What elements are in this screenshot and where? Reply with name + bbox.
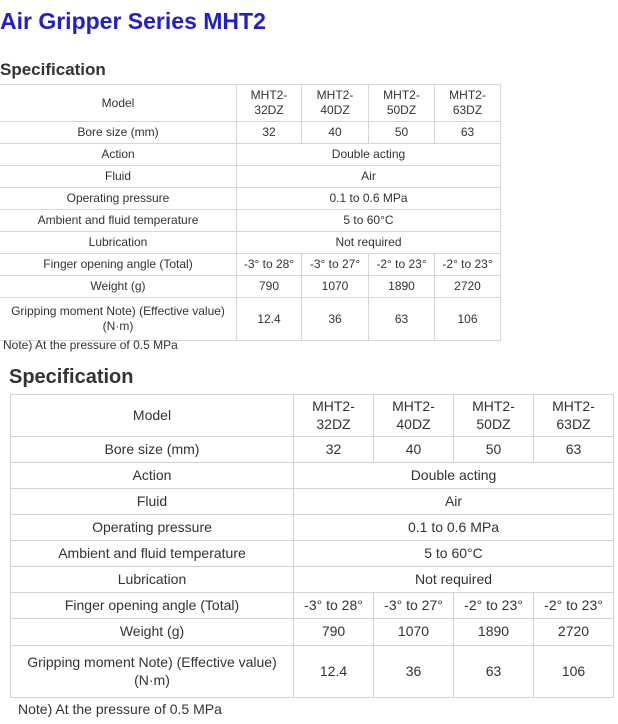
table-row [11, 489, 614, 515]
pressure-note: Note) At the pressure of 0.5 MPa [3, 338, 178, 352]
value-cell: 36 [302, 298, 369, 341]
table-row [0, 144, 501, 166]
model-cell: MHT2-40DZ [374, 395, 454, 437]
table-row [0, 232, 501, 254]
model-cell: MHT2-63DZ [435, 85, 501, 122]
row-label: Model [11, 395, 294, 437]
specification-heading: Specification [9, 366, 134, 388]
model-cell: MHT2-32DZ [237, 85, 302, 122]
row-label: Fluid [0, 166, 237, 188]
table-row [11, 593, 614, 619]
value-cell: 790 [294, 619, 374, 646]
value-cell: 1890 [369, 276, 435, 298]
row-label: Finger opening angle (Total) [11, 593, 294, 619]
specification-table [10, 394, 614, 698]
value-cell: Double acting [237, 144, 501, 166]
model-cell: MHT2-40DZ [302, 85, 369, 122]
value-cell: 2720 [534, 619, 614, 646]
row-label: Operating pressure [0, 188, 237, 210]
row-label: Gripping moment Note) (Effective value) (N·m) [11, 646, 294, 698]
row-label: Weight (g) [11, 619, 294, 646]
row-label: Gripping moment Note) (Effective value) (N·m) [0, 298, 237, 341]
value-cell: 0.1 to 0.6 MPa [237, 188, 501, 210]
value-cell: 5 to 60°C [294, 541, 614, 567]
value-cell: 790 [237, 276, 302, 298]
row-label: Ambient and fluid temperature [0, 210, 237, 232]
value-cell: 12.4 [237, 298, 302, 341]
value-cell: 36 [374, 646, 454, 698]
value-cell: 1890 [454, 619, 534, 646]
table-row [11, 541, 614, 567]
value-cell: 63 [369, 298, 435, 341]
value-cell: 5 to 60°C [237, 210, 501, 232]
row-label: Lubrication [0, 232, 237, 254]
value-cell: 63 [534, 437, 614, 463]
value-cell: 12.4 [294, 646, 374, 698]
value-cell: -3° to 27° [374, 593, 454, 619]
table-row [0, 122, 501, 144]
row-label: Action [0, 144, 237, 166]
value-cell: -2° to 23° [454, 593, 534, 619]
row-label: Lubrication [11, 567, 294, 593]
table-row [0, 210, 501, 232]
table-row [0, 298, 501, 341]
value-cell: 32 [294, 437, 374, 463]
table-row [0, 276, 501, 298]
value-cell: -3° to 28° [294, 593, 374, 619]
specification-table [0, 84, 501, 341]
value-cell: 50 [369, 122, 435, 144]
value-cell: Double acting [294, 463, 614, 489]
row-label: Ambient and fluid temperature [11, 541, 294, 567]
value-cell: 1070 [374, 619, 454, 646]
row-label: Bore size (mm) [11, 437, 294, 463]
row-label: Operating pressure [11, 515, 294, 541]
value-cell: 63 [435, 122, 501, 144]
row-label: Fluid [11, 489, 294, 515]
model-cell: MHT2-50DZ [369, 85, 435, 122]
page-title: Air Gripper Series MHT2 [0, 8, 266, 34]
value-cell: 0.1 to 0.6 MPa [294, 515, 614, 541]
value-cell: Not required [237, 232, 501, 254]
table-row [11, 395, 614, 437]
value-cell: -3° to 28° [237, 254, 302, 276]
value-cell: 2720 [435, 276, 501, 298]
table-row [11, 437, 614, 463]
table-row [11, 463, 614, 489]
model-cell: MHT2-63DZ [534, 395, 614, 437]
value-cell: Air [294, 489, 614, 515]
table-row [11, 567, 614, 593]
row-label: Model [0, 85, 237, 122]
pressure-note: Note) At the pressure of 0.5 MPa [18, 701, 222, 717]
table-row [0, 188, 501, 210]
table-row [11, 515, 614, 541]
value-cell: 40 [374, 437, 454, 463]
table-row [11, 619, 614, 646]
value-cell: -2° to 23° [369, 254, 435, 276]
model-cell: MHT2-50DZ [454, 395, 534, 437]
model-cell: MHT2-32DZ [294, 395, 374, 437]
specification-heading: Specification [0, 60, 106, 79]
value-cell: 50 [454, 437, 534, 463]
value-cell: 1070 [302, 276, 369, 298]
value-cell: 32 [237, 122, 302, 144]
table-row [0, 85, 501, 122]
row-label: Action [11, 463, 294, 489]
value-cell: 40 [302, 122, 369, 144]
table-row [11, 646, 614, 698]
value-cell: -2° to 23° [435, 254, 501, 276]
row-label: Weight (g) [0, 276, 237, 298]
value-cell: 106 [435, 298, 501, 341]
value-cell: Not required [294, 567, 614, 593]
row-label: Bore size (mm) [0, 122, 237, 144]
row-label: Finger opening angle (Total) [0, 254, 237, 276]
value-cell: 106 [534, 646, 614, 698]
table-row [0, 166, 501, 188]
value-cell: -2° to 23° [534, 593, 614, 619]
value-cell: Air [237, 166, 501, 188]
table-row [0, 254, 501, 276]
value-cell: -3° to 27° [302, 254, 369, 276]
value-cell: 63 [454, 646, 534, 698]
